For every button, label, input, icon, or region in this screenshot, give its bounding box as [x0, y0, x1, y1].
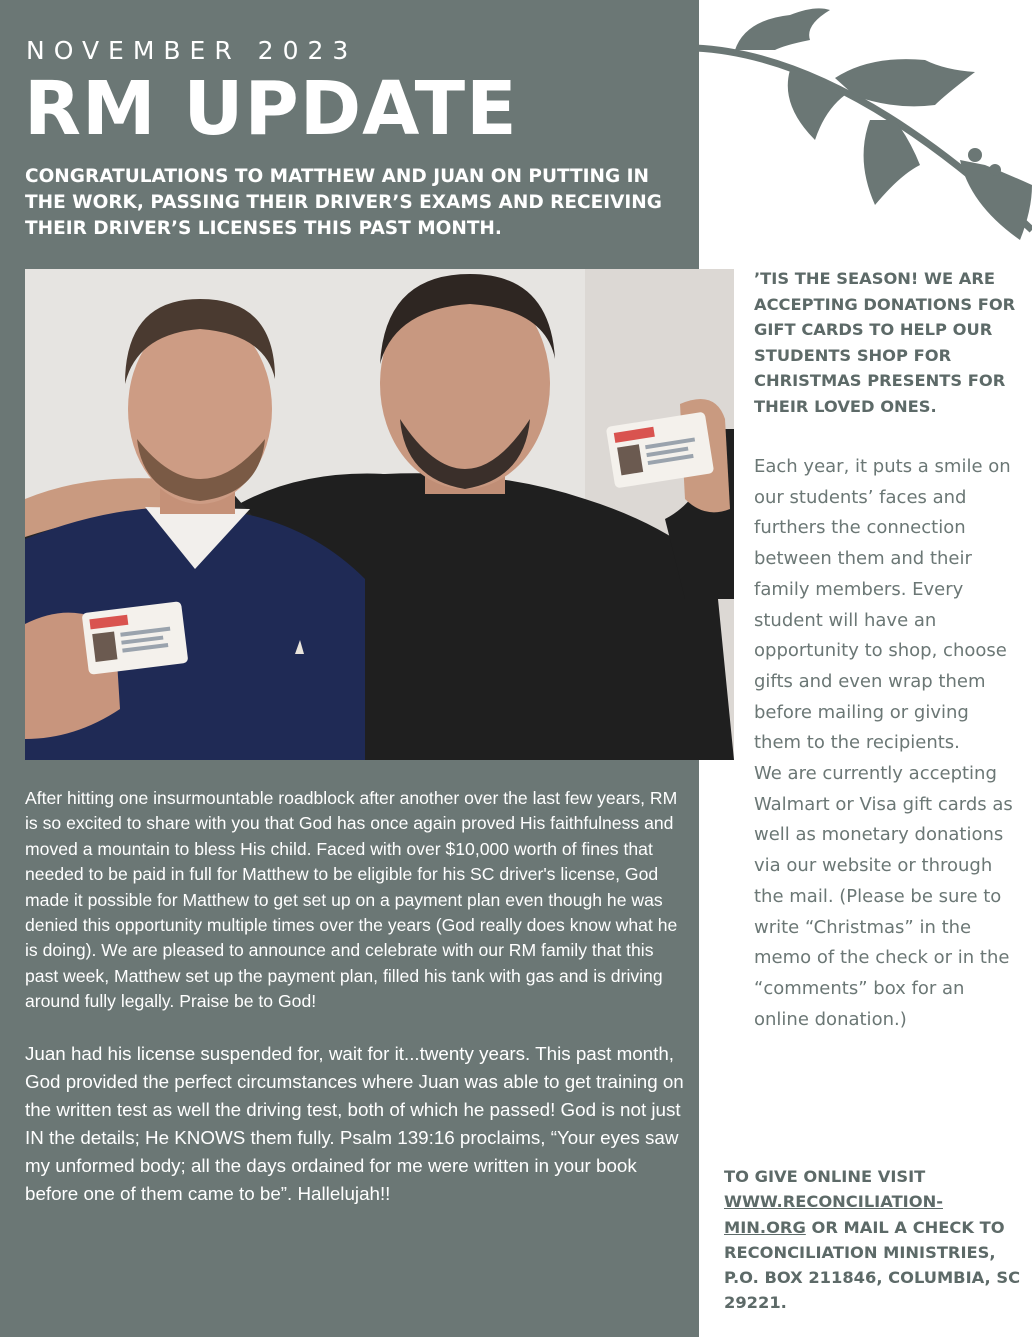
- season-paragraph-1: Each year, it puts a smile on our students’ faces and furthers the connection between them and their family members. Every student will have an opportunity to shop, choose gifts and even wrap them before mailing or giving them to the recipients.: [754, 456, 1011, 754]
- give-prefix: TO GIVE ONLINE VISIT: [724, 1167, 926, 1186]
- article-paragraph-juan: Juan had his license suspended for, wait for it...twenty years. This past month, God provided the perfect circumstances where Juan was able to get training on the written test as well the driving test, both of which he passed! God is not just IN the details; He KNOWS them fully. Psalm 139:16 proclaims, “Your eyes saw my unformed body; all the days ordained for me were written in your book before one of them came to be”. Hallelujah!!: [25, 1042, 684, 1204]
- issue-month: NOVEMBER 2023: [26, 36, 358, 65]
- season-heading: ’TIS THE SEASON! WE ARE ACCEPTING DONATIONS FOR GIFT CARDS TO HELP OUR STUDENTS SHOP FOR CHRISTMAS PRESENTS FOR THEIR LOVED ONES.: [754, 269, 1016, 416]
- article-paragraph-matthew: After hitting one insurmountable roadblock after another over the last few years, RM is so excited to share with you that God has once again proved His faithfulness and moved a mountain to bless His child. Faced with over $10,000 worth of fines that needed to be paid in full for Matthew to be eligible for his SC driver's license, God made it possible for Matthew to get set up on a payment plan even though he was denied this opportunity multiple times over the years (God really does know what he is doing). We are pleased to announce and celebrate with our RM family that this past week, Matthew set up the payment plan, filled his tank with gas and is driving around fully legally. Praise be to God!: [25, 788, 678, 1012]
- holly-branch-icon: [695, 0, 1032, 245]
- celebration-photo: [25, 269, 734, 760]
- season-paragraph-2: We are currently accepting Walmart or Visa gift cards as well as monetary donations via our website or through the mail. (Please be sure to write “Christmas” in the memo of the check or in the “comments” box for an online donation.): [754, 763, 1013, 1030]
- website-link[interactable]: WWW.RECONCILIATION-MIN.ORG: [724, 1192, 943, 1237]
- give-info: [724, 1164, 1024, 1316]
- headline: CONGRATULATIONS TO MATTHEW AND JUAN ON PUTTING IN THE WORK, PASSING THEIR DRIVER’S EXAMS AND RECEIVING THEIR DRIVER’S LICENSES THIS PAST MONTH.: [25, 166, 662, 239]
- article-body: [25, 786, 690, 1208]
- photo-illustration: [25, 269, 734, 760]
- season-body: [754, 452, 1014, 1035]
- page-title: RM UPDATE: [24, 66, 518, 152]
- give-suffix: OR MAIL A CHECK TO RECONCILIATION MINISTRIES, P.O. BOX 211846, COLUMBIA, SC 29221.: [724, 1217, 1021, 1313]
